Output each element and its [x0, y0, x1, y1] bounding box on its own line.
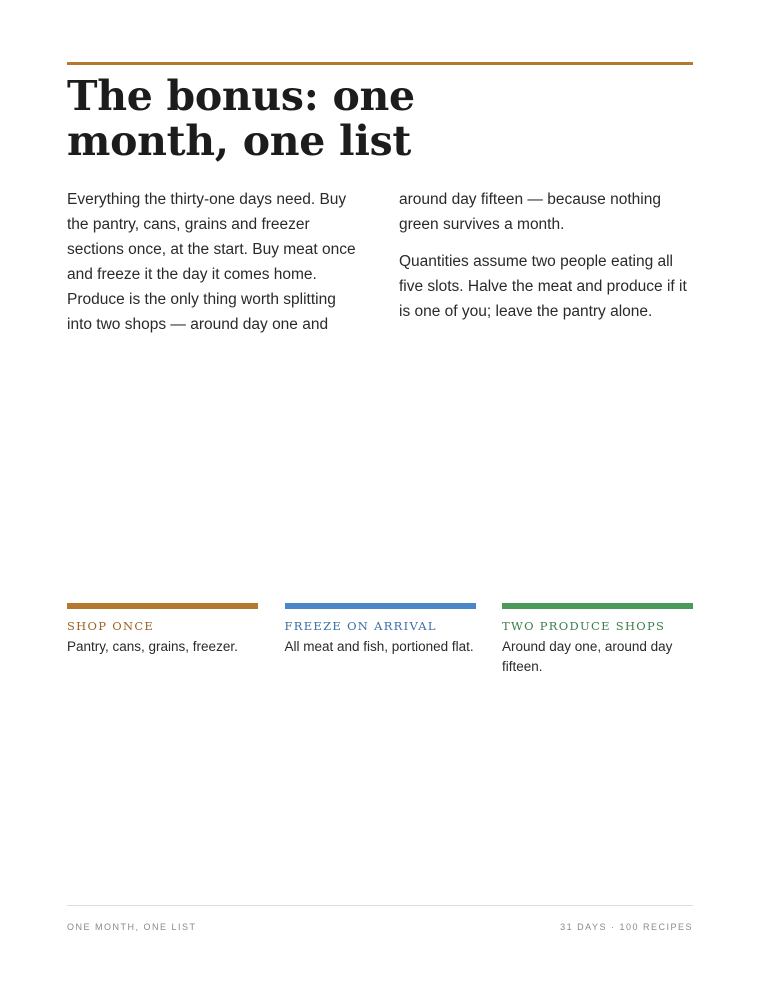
card-bar [285, 603, 476, 609]
summary-cards [67, 603, 693, 677]
card-freeze-on-arrival [285, 603, 476, 677]
footer-right-text: 31 DAYS · 100 RECIPES [560, 922, 693, 932]
page [67, 0, 693, 984]
card-bar [502, 603, 693, 609]
card-label: FREEZE ON ARRIVAL [284, 619, 437, 633]
card-label: TWO PRODUCE SHOPS [502, 619, 666, 633]
card-label: SHOP ONCE [67, 619, 155, 633]
card-text: Pantry, cans, grains, freezer. [67, 639, 238, 654]
top-rule [67, 62, 693, 65]
card-text: All meat and fish, portioned flat. [284, 639, 474, 654]
card-bar [67, 603, 258, 609]
page-title: The bonus: one month, one list [67, 72, 415, 165]
card-text: Around day one, around day fifteen. [502, 639, 673, 674]
card-shop-once [67, 603, 258, 677]
card-two-produce-shops [502, 603, 693, 677]
body-paragraph-2: Quantities assume two people eating all five slots. Halve the meat and produce if it is one of you; leave the pantry alone. [399, 253, 687, 320]
footer-left-text: ONE MONTH, ONE LIST [67, 922, 197, 932]
footer-rule [67, 905, 693, 906]
body-text [67, 187, 693, 337]
body-paragraph-1: Everything the thirty-one days need. Buy the pantry, cans, grains and freezer sections once, at the start. Buy meat once and freeze it the day it comes home. Produce is the only thing worth splitting into two shops — around day one and around day fifteen — because nothing green survives a month. [67, 191, 661, 333]
